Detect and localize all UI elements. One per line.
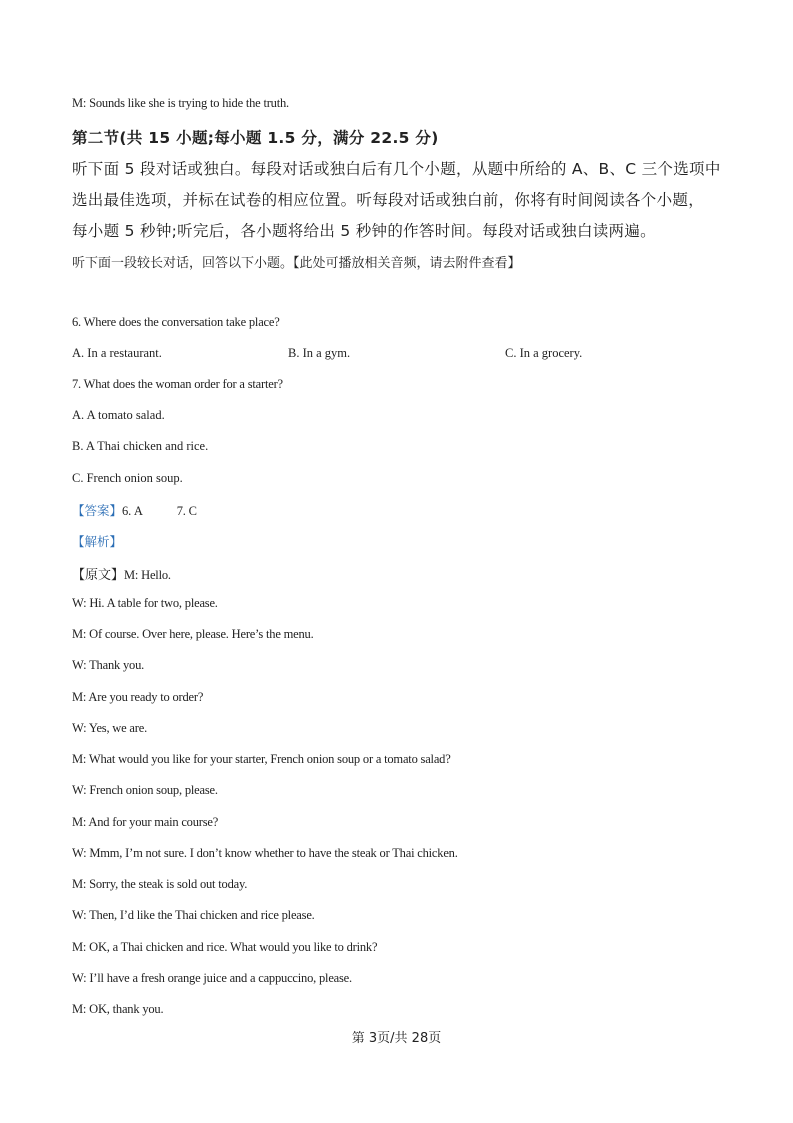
transcript-line: W: Mmm, I’m not sure. I don’t know whether to have the steak or Thai chicken. <box>72 846 458 860</box>
transcript-line: M: Are you ready to order? <box>72 690 204 704</box>
q7-option-b: B. A Thai chicken and rice. <box>72 439 209 453</box>
transcript-line: W: Then, I’d like the Thai chicken and rice please. <box>72 908 315 922</box>
q6-option-b: B. In a gym. <box>288 346 351 360</box>
q7-option-a: A. A tomato salad. <box>72 408 165 422</box>
q7-option-c: C. French onion soup. <box>72 471 183 485</box>
transcript-line: M: What would you like for your starter, French onion soup or a tomato salad? <box>72 752 451 766</box>
instruction-line-2: 选出最佳选项，并标在试卷的相应位置。听每段对话或独白前，你将有时间阅读各个小题， <box>72 191 705 209</box>
q6-option-c: C. In a grocery. <box>505 346 583 360</box>
answer-6: 6. A <box>122 504 143 518</box>
instruction-line-1: 听下面 5 段对话或独白。每段对话或独白后有几个小题，从题中所给的 A、B、C 三个选项中 <box>72 160 721 178</box>
transcript-line: M: OK, a Thai chicken and rice. What would you like to drink? <box>72 940 378 954</box>
transcript-line: M: Of course. Over here, please. Here’s the menu. <box>72 627 314 641</box>
answer-7: 7. C <box>176 504 197 518</box>
answer-tag: 【答案】 <box>72 503 123 518</box>
transcript-line: W: Thank you. <box>72 658 145 672</box>
transcript-line: W: I’ll have a fresh orange juice and a cappuccino, please. <box>72 971 352 985</box>
transcript-line: W: Yes, we are. <box>72 721 147 735</box>
transcript-line: M: And for your main course? <box>72 815 219 829</box>
transcript-line: M: OK, thank you. <box>72 1002 164 1016</box>
transcript-line: W: French onion soup, please. <box>72 783 218 797</box>
q6-option-a: A. In a restaurant. <box>72 346 162 360</box>
question-6: 6. Where does the conversation take place? <box>72 315 280 329</box>
instruction-line-3: 每小题 5 秒钟;听完后，各小题将给出 5 秒钟的作答时间。每段对话或独白读两遍。 <box>72 222 656 240</box>
analysis-tag: 【解析】 <box>72 534 123 549</box>
transcript-line: W: Hi. A table for two, please. <box>72 596 218 610</box>
answer-line <box>72 501 197 520</box>
question-7: 7. What does the woman order for a starter? <box>72 377 283 391</box>
page-footer: 第 3页/共 28页 <box>351 1031 442 1046</box>
transcript-tag: 【原文】 <box>72 568 125 583</box>
transcript-line: 【原文】M: Hello. <box>72 568 171 583</box>
transcript-line: M: Sorry, the steak is sold out today. <box>72 877 248 891</box>
instruction-line-4: 听下面一段较长对话，回答以下小题。【此处可播放相关音频，请去附件查看】 <box>72 256 521 271</box>
top-dialogue-line: M: Sounds like she is trying to hide the truth. <box>72 96 289 110</box>
section-heading: 第二节(共 15 小题;每小题 1.5 分，满分 22.5 分) <box>72 129 439 147</box>
